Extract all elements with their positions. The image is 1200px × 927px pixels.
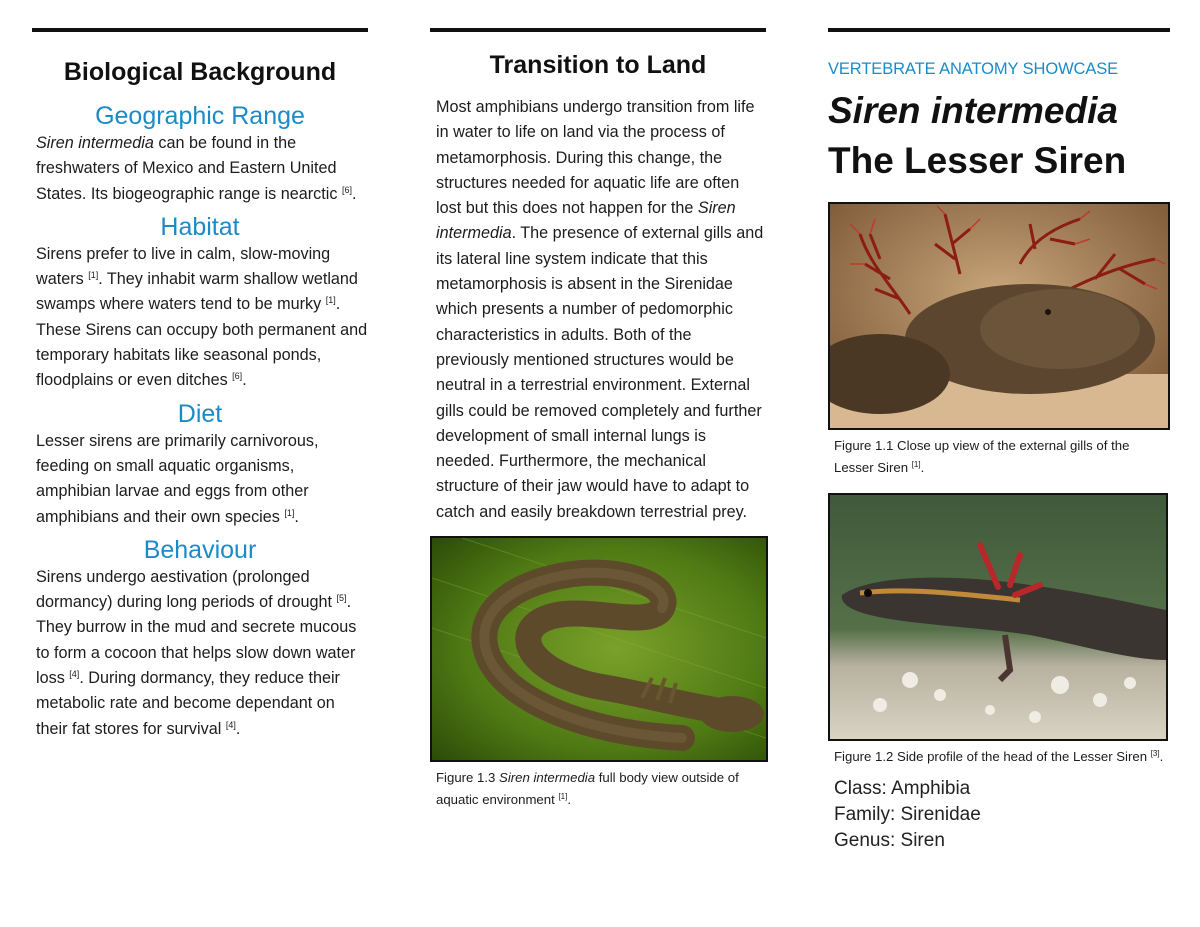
behaviour-text: Sirens undergo aestivation (prolonged dormancy) during long periods of drought [5]. They burrow in the mud and secrete mucous to form a cocoon that helps slow down water loss [4]. During dormancy, they reduce their metabolic rate and become dependant on their fat stores for survival [4]. xyxy=(36,567,357,738)
top-rule xyxy=(828,28,1170,32)
column-transition-to-land xyxy=(430,28,766,810)
showcase-kicker: VERTEBRATE ANATOMY SHOWCASE xyxy=(828,60,1119,78)
figure-1-2-caption: Figure 1.2 Side profile of the head of the Lesser Siren [3]. xyxy=(834,749,1164,764)
title-species: Siren intermedia xyxy=(828,90,1118,131)
transition-text: Most amphibians undergo transition from life in water to life on land via the process of metamorphosis. During this change, the structures needed for aquatic life are often lost but this does not happen for the Siren intermedia. The presence of external gills and its lateral line system indicate that this metamorphosis is absent in the Sirenidae which presents a number of pedomorphic characteristics in adults. Both of the previously mentioned structures would be neutral in a terrestrial environment. External gills could be removed completely and further development of small internal lungs is needed. Furthermore, the mechanical structure of their jaw would have to adapt to catch and easily breakdown terrestrial prey. xyxy=(436,98,764,521)
full-body-photo xyxy=(430,536,768,762)
siren-full-body-image xyxy=(432,538,766,760)
section-title: Transition to Land xyxy=(489,51,707,79)
heading-habitat: Habitat xyxy=(160,212,240,241)
column-biological-background xyxy=(32,28,368,742)
top-rule xyxy=(32,28,368,32)
main-title xyxy=(828,86,1170,186)
taxonomy-genus: Genus: Siren xyxy=(834,829,945,851)
habitat-text: Sirens prefer to live in calm, slow-moving waters [1]. They inhabit warm shallow wetland swamps where waters tend to be murky [1]. These Sirens can occupy both permanent and temporary habitats like seasonal ponds, floodplains or even ditches [6]. xyxy=(36,244,368,390)
heading-diet: Diet xyxy=(177,399,223,428)
heading-geographic-range: Geographic Range xyxy=(95,102,305,130)
siren-gills-image xyxy=(830,204,1168,428)
siren-side-profile-image xyxy=(830,495,1166,739)
heading-behaviour: Behaviour xyxy=(143,535,257,564)
taxonomy-class: Class: Amphibia xyxy=(834,777,971,799)
gills-closeup-photo xyxy=(828,202,1170,430)
figure-1-1-caption: Figure 1.1 Close up view of the external gills of the Lesser Siren [1]. xyxy=(834,438,1130,475)
title-common-name: The Lesser Siren xyxy=(828,140,1127,181)
side-profile-photo xyxy=(828,493,1168,741)
column-cover xyxy=(828,28,1170,854)
section-title: Biological Background xyxy=(63,58,337,86)
geographic-range-text: Siren intermedia can be found in the freshwaters of Mexico and Eastern United States. Its biogeographic range is nearctic [6]. xyxy=(36,134,357,203)
taxonomy-family: Family: Sirenidae xyxy=(834,803,981,825)
top-rule xyxy=(430,28,766,32)
taxonomy-block xyxy=(834,776,1170,854)
figure-1-3-caption: Figure 1.3 Siren intermedia full body view outside of aquatic environment [1]. xyxy=(436,770,739,807)
diet-text: Lesser sirens are primarily carnivorous, feeding on small aquatic organisms, amphibian larvae and eggs from other amphibians and their own species [1]. xyxy=(36,431,319,526)
